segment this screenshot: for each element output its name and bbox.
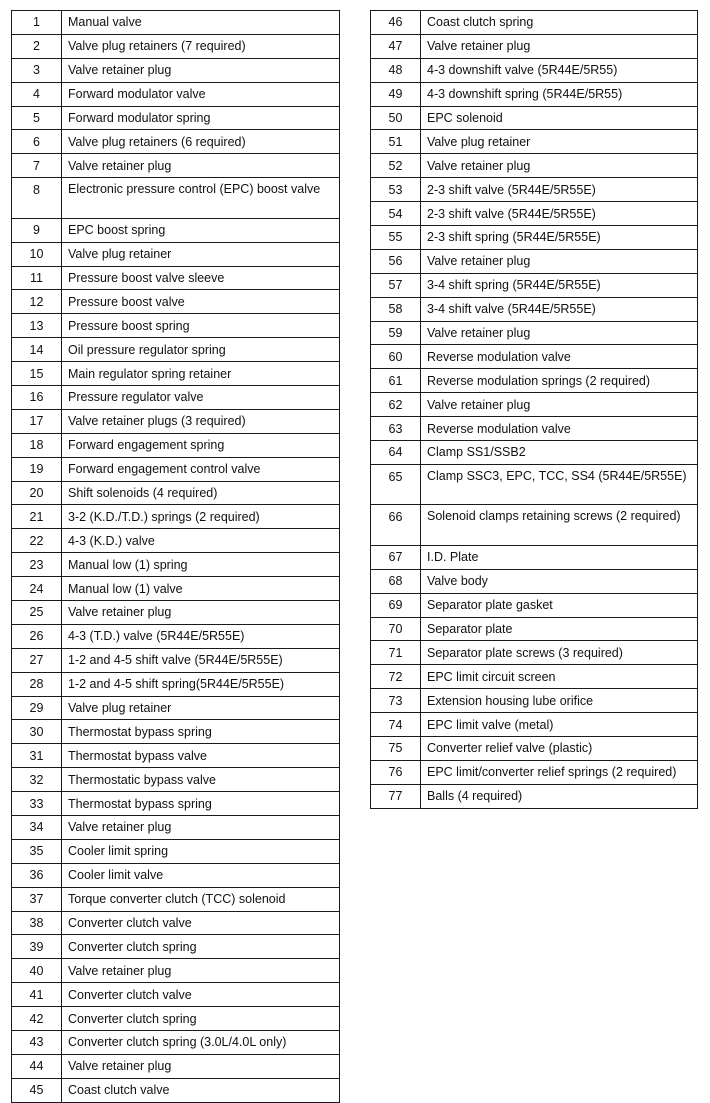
item-number: 27 <box>12 648 62 672</box>
item-number: 39 <box>12 935 62 959</box>
item-number: 70 <box>371 617 421 641</box>
table-row <box>371 297 698 321</box>
item-number: 41 <box>12 983 62 1007</box>
item-number: 35 <box>12 839 62 863</box>
table-row <box>371 393 698 417</box>
item-number: 20 <box>12 481 62 505</box>
table-row <box>371 545 698 569</box>
item-number: 48 <box>371 58 421 82</box>
table-row <box>12 433 340 457</box>
item-description: Converter clutch valve <box>62 983 340 1007</box>
item-description: Thermostatic bypass valve <box>62 768 340 792</box>
item-number: 53 <box>371 178 421 202</box>
item-number: 65 <box>371 464 421 505</box>
table-row <box>12 409 340 433</box>
table-row <box>12 58 340 82</box>
item-number: 31 <box>12 744 62 768</box>
item-number: 62 <box>371 393 421 417</box>
table-row <box>371 784 698 808</box>
table-row <box>12 935 340 959</box>
parts-table-left-body <box>12 11 340 1103</box>
table-row <box>12 457 340 481</box>
table-row <box>371 345 698 369</box>
table-row <box>12 11 340 35</box>
item-description: Cooler limit spring <box>62 839 340 863</box>
table-row <box>12 338 340 362</box>
item-description: 1-2 and 4-5 shift valve (5R44E/5R55E) <box>62 648 340 672</box>
item-description: Pressure regulator valve <box>62 385 340 409</box>
table-row <box>12 863 340 887</box>
item-description: 3-4 shift valve (5R44E/5R55E) <box>421 297 698 321</box>
table-row <box>12 481 340 505</box>
item-description: Valve body <box>421 569 698 593</box>
item-number: 3 <box>12 58 62 82</box>
table-row <box>12 624 340 648</box>
item-description: Valve retainer plug <box>62 154 340 178</box>
table-row <box>12 600 340 624</box>
table-row <box>371 417 698 441</box>
item-number: 5 <box>12 106 62 130</box>
item-number: 40 <box>12 959 62 983</box>
item-description: Balls (4 required) <box>421 784 698 808</box>
item-description: Extension housing lube orifice <box>421 689 698 713</box>
item-number: 77 <box>371 784 421 808</box>
item-number: 1 <box>12 11 62 35</box>
item-description: Converter clutch spring <box>62 935 340 959</box>
item-description: Coast clutch spring <box>421 11 698 35</box>
table-row <box>12 720 340 744</box>
item-description: 3-2 (K.D./T.D.) springs (2 required) <box>62 505 340 529</box>
item-description: Thermostat bypass spring <box>62 720 340 744</box>
item-number: 6 <box>12 130 62 154</box>
item-number: 22 <box>12 529 62 553</box>
table-row <box>12 672 340 696</box>
item-description: Main regulator spring retainer <box>62 362 340 386</box>
item-number: 54 <box>371 202 421 226</box>
item-number: 61 <box>371 369 421 393</box>
item-description: Valve plug retainer <box>421 130 698 154</box>
item-description: Forward engagement control valve <box>62 457 340 481</box>
table-row <box>12 505 340 529</box>
item-number: 7 <box>12 154 62 178</box>
table-row <box>12 816 340 840</box>
item-number: 72 <box>371 665 421 689</box>
table-row <box>12 648 340 672</box>
table-row <box>12 839 340 863</box>
table-row <box>12 1031 340 1055</box>
item-description: Pressure boost valve sleeve <box>62 266 340 290</box>
item-description: Manual low (1) spring <box>62 553 340 577</box>
table-row <box>12 529 340 553</box>
item-description: Valve retainer plug <box>421 34 698 58</box>
item-description: Valve retainer plugs (3 required) <box>62 409 340 433</box>
item-number: 36 <box>12 863 62 887</box>
item-description: EPC solenoid <box>421 106 698 130</box>
item-description: 4-3 (K.D.) valve <box>62 529 340 553</box>
item-description: Forward modulator spring <box>62 106 340 130</box>
item-number: 49 <box>371 82 421 106</box>
item-description: Reverse modulation valve <box>421 345 698 369</box>
table-row <box>371 249 698 273</box>
item-number: 19 <box>12 457 62 481</box>
item-number: 13 <box>12 314 62 338</box>
table-row <box>371 713 698 737</box>
item-number: 58 <box>371 297 421 321</box>
table-row <box>12 218 340 242</box>
table-row <box>371 689 698 713</box>
table-row <box>12 696 340 720</box>
item-description: Electronic pressure control (EPC) boost valve <box>62 178 340 219</box>
item-description: Manual valve <box>62 11 340 35</box>
item-description: Thermostat bypass valve <box>62 744 340 768</box>
item-description: Reverse modulation springs (2 required) <box>421 369 698 393</box>
table-row <box>12 154 340 178</box>
item-number: 14 <box>12 338 62 362</box>
item-description: Converter clutch valve <box>62 911 340 935</box>
item-number: 47 <box>371 34 421 58</box>
table-row <box>371 569 698 593</box>
item-description: 3-4 shift spring (5R44E/5R55E) <box>421 273 698 297</box>
item-number: 45 <box>12 1078 62 1102</box>
item-number: 26 <box>12 624 62 648</box>
table-row <box>12 577 340 601</box>
item-number: 38 <box>12 911 62 935</box>
item-description: Separator plate gasket <box>421 593 698 617</box>
item-description: Separator plate <box>421 617 698 641</box>
table-row <box>12 887 340 911</box>
item-description: Valve plug retainers (7 required) <box>62 34 340 58</box>
table-row <box>12 82 340 106</box>
item-description: Valve plug retainers (6 required) <box>62 130 340 154</box>
item-number: 25 <box>12 600 62 624</box>
table-row <box>12 362 340 386</box>
item-description: Valve retainer plug <box>62 1054 340 1078</box>
item-number: 46 <box>371 11 421 35</box>
table-row <box>371 464 698 505</box>
item-number: 17 <box>12 409 62 433</box>
item-number: 64 <box>371 441 421 465</box>
table-row <box>371 737 698 761</box>
table-row <box>12 1007 340 1031</box>
table-row <box>12 130 340 154</box>
item-description: Valve retainer plug <box>62 959 340 983</box>
table-row <box>371 178 698 202</box>
item-number: 23 <box>12 553 62 577</box>
item-description: Valve plug retainer <box>62 242 340 266</box>
item-description: I.D. Plate <box>421 545 698 569</box>
item-number: 37 <box>12 887 62 911</box>
item-description: Pressure boost spring <box>62 314 340 338</box>
item-number: 69 <box>371 593 421 617</box>
item-description: Converter clutch spring <box>62 1007 340 1031</box>
item-description: 1-2 and 4-5 shift spring(5R44E/5R55E) <box>62 672 340 696</box>
item-number: 57 <box>371 273 421 297</box>
item-number: 18 <box>12 433 62 457</box>
table-row <box>371 11 698 35</box>
item-number: 55 <box>371 226 421 250</box>
item-description: Pressure boost valve <box>62 290 340 314</box>
item-number: 15 <box>12 362 62 386</box>
table-row <box>371 34 698 58</box>
item-number: 71 <box>371 641 421 665</box>
item-description: Manual low (1) valve <box>62 577 340 601</box>
table-row <box>371 130 698 154</box>
item-description: Forward modulator valve <box>62 82 340 106</box>
parts-table-right <box>370 10 698 809</box>
item-description: Forward engagement spring <box>62 433 340 457</box>
item-description: 4-3 downshift spring (5R44E/5R55) <box>421 82 698 106</box>
item-description: Coast clutch valve <box>62 1078 340 1102</box>
item-description: Valve retainer plug <box>62 600 340 624</box>
item-description: 2-3 shift spring (5R44E/5R55E) <box>421 226 698 250</box>
item-number: 74 <box>371 713 421 737</box>
item-description: EPC limit/converter relief springs (2 required) <box>421 760 698 784</box>
item-description: Clamp SSC3, EPC, TCC, SS4 (5R44E/5R55E) <box>421 464 698 505</box>
table-row <box>12 178 340 219</box>
item-description: Reverse modulation valve <box>421 417 698 441</box>
table-row <box>12 1054 340 1078</box>
item-description: Valve plug retainer <box>62 696 340 720</box>
item-description: 4-3 (T.D.) valve (5R44E/5R55E) <box>62 624 340 648</box>
table-row <box>12 290 340 314</box>
item-description: EPC limit valve (metal) <box>421 713 698 737</box>
table-row <box>12 106 340 130</box>
item-description: 2-3 shift valve (5R44E/5R55E) <box>421 202 698 226</box>
table-row <box>12 385 340 409</box>
item-number: 75 <box>371 737 421 761</box>
table-row <box>371 505 698 546</box>
item-description: EPC boost spring <box>62 218 340 242</box>
table-row <box>371 58 698 82</box>
item-number: 2 <box>12 34 62 58</box>
item-number: 28 <box>12 672 62 696</box>
item-number: 9 <box>12 218 62 242</box>
item-number: 42 <box>12 1007 62 1031</box>
item-number: 63 <box>371 417 421 441</box>
table-row <box>371 273 698 297</box>
item-description: Solenoid clamps retaining screws (2 required) <box>421 505 698 546</box>
item-number: 16 <box>12 385 62 409</box>
item-number: 68 <box>371 569 421 593</box>
item-number: 12 <box>12 290 62 314</box>
item-number: 59 <box>371 321 421 345</box>
item-description: Thermostat bypass spring <box>62 792 340 816</box>
item-description: Valve retainer plug <box>62 816 340 840</box>
table-row <box>371 641 698 665</box>
item-description: Valve retainer plug <box>421 249 698 273</box>
table-row <box>12 242 340 266</box>
item-description: Torque converter clutch (TCC) solenoid <box>62 887 340 911</box>
table-row <box>371 617 698 641</box>
table-row <box>12 744 340 768</box>
parts-table-right-body <box>371 11 698 809</box>
table-row <box>12 768 340 792</box>
item-description: Converter clutch spring (3.0L/4.0L only) <box>62 1031 340 1055</box>
table-row <box>12 911 340 935</box>
item-number: 73 <box>371 689 421 713</box>
item-number: 10 <box>12 242 62 266</box>
item-number: 43 <box>12 1031 62 1055</box>
item-description: EPC limit circuit screen <box>421 665 698 689</box>
table-row <box>371 593 698 617</box>
item-number: 29 <box>12 696 62 720</box>
table-row <box>371 369 698 393</box>
table-row <box>12 1078 340 1102</box>
item-number: 11 <box>12 266 62 290</box>
item-number: 4 <box>12 82 62 106</box>
item-description: 4-3 downshift valve (5R44E/5R55) <box>421 58 698 82</box>
table-row <box>371 202 698 226</box>
table-row <box>12 792 340 816</box>
table-row <box>12 314 340 338</box>
table-row <box>12 983 340 1007</box>
item-number: 30 <box>12 720 62 744</box>
item-number: 32 <box>12 768 62 792</box>
item-description: Oil pressure regulator spring <box>62 338 340 362</box>
item-number: 24 <box>12 577 62 601</box>
item-description: Clamp SS1/SSB2 <box>421 441 698 465</box>
table-row <box>371 106 698 130</box>
item-description: Valve retainer plug <box>421 321 698 345</box>
item-description: Valve retainer plug <box>421 154 698 178</box>
item-number: 60 <box>371 345 421 369</box>
item-number: 44 <box>12 1054 62 1078</box>
table-row <box>371 760 698 784</box>
item-number: 67 <box>371 545 421 569</box>
item-description: 2-3 shift valve (5R44E/5R55E) <box>421 178 698 202</box>
item-description: Valve retainer plug <box>62 58 340 82</box>
table-row <box>12 266 340 290</box>
item-description: Converter relief valve (plastic) <box>421 737 698 761</box>
item-description: Separator plate screws (3 required) <box>421 641 698 665</box>
item-description: Cooler limit valve <box>62 863 340 887</box>
item-description: Shift solenoids (4 required) <box>62 481 340 505</box>
item-number: 56 <box>371 249 421 273</box>
item-number: 76 <box>371 760 421 784</box>
item-description: Valve retainer plug <box>421 393 698 417</box>
table-row <box>371 321 698 345</box>
item-number: 52 <box>371 154 421 178</box>
table-row <box>371 665 698 689</box>
item-number: 34 <box>12 816 62 840</box>
table-row <box>371 226 698 250</box>
table-row <box>12 553 340 577</box>
table-row <box>12 959 340 983</box>
item-number: 33 <box>12 792 62 816</box>
item-number: 21 <box>12 505 62 529</box>
table-row <box>12 34 340 58</box>
item-number: 50 <box>371 106 421 130</box>
table-row <box>371 441 698 465</box>
item-number: 51 <box>371 130 421 154</box>
item-number: 8 <box>12 178 62 219</box>
parts-table-left <box>11 10 340 1103</box>
table-row <box>371 82 698 106</box>
item-number: 66 <box>371 505 421 546</box>
table-row <box>371 154 698 178</box>
